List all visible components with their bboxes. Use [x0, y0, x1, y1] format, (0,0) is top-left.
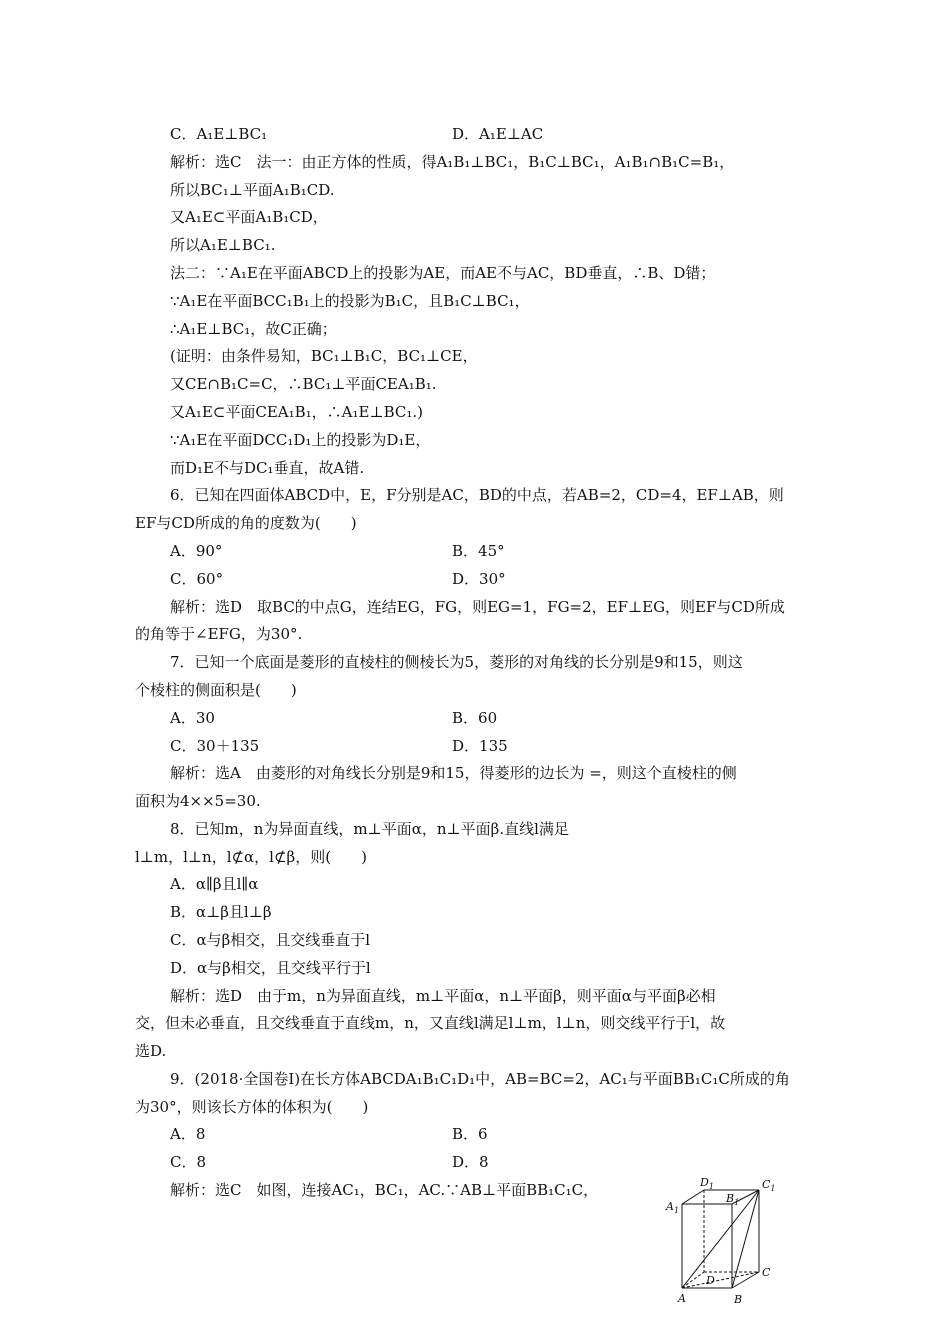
vertex-label-b: B	[734, 1293, 743, 1306]
vertex-label-a: A	[678, 1292, 686, 1305]
analysis-line: 选D.	[135, 1042, 167, 1060]
analysis-line: ∴A₁E⊥BC₁，故C正确；	[170, 320, 337, 338]
analysis-line: 的角等于∠EFG，为30°.	[135, 625, 303, 643]
option-a: A．α∥β且l∥α	[170, 875, 259, 893]
option-a: A．8	[170, 1125, 206, 1143]
option-c: C．8	[170, 1153, 207, 1171]
question-6: 6．已知在四面体ABCD中，E，F分别是AC，BD的中点，若AB=2，CD=4，EF⊥AB，则	[170, 486, 784, 504]
question-8-cont: l⊥m，l⊥n，l⊄α，l⊄β，则( )	[135, 848, 367, 866]
option-b: B．60	[452, 709, 498, 727]
analysis-line: 交，但未必垂直，且交线垂直于直线m，n，又直线l满足l⊥m，l⊥n，则交线平行于l，故	[135, 1014, 726, 1032]
analysis-line: 所以BC₁⊥平面A₁B₁CD.	[170, 181, 335, 199]
option-a: A．90°	[170, 542, 223, 560]
analysis-line: 而D₁E不与DC₁垂直，故A错.	[170, 459, 365, 477]
edge-a1-d1	[682, 1190, 704, 1204]
question-8: 8．已知m，n为异面直线，m⊥平面α，n⊥平面β.直线l满足	[170, 820, 569, 838]
option-b: B．α⊥β且l⊥β	[170, 903, 272, 921]
diagonal-ac1	[682, 1190, 759, 1288]
diagonal-ac	[682, 1272, 759, 1288]
analysis-line: ∵A₁E在平面BCC₁B₁上的投影为B₁C，且B₁C⊥BC₁，	[170, 292, 530, 310]
vertex-label-c: C	[762, 1266, 771, 1279]
analysis-line: 解析：选C 如图，连接AC₁，BC₁，AC.∵AB⊥平面BB₁C₁C，	[170, 1181, 599, 1199]
option-c: C．30＋135	[170, 737, 260, 755]
analysis-line: 法二：∵A₁E在平面ABCD上的投影为AE，而AE不与AC，BD垂直，∴B、D错；	[170, 264, 716, 282]
option-a: A．30	[170, 709, 215, 727]
vertex-label-a1: $A_1$	[666, 1200, 680, 1215]
analysis-line: 解析：选D 由于m，n为异面直线，m⊥平面α，n⊥平面β，则平面α与平面β必相	[170, 987, 716, 1005]
analysis-line: 又A₁E⊂平面A₁B₁CD，	[170, 208, 328, 226]
option-d: D．30°	[452, 570, 506, 588]
vertex-label-b1: $B_1$	[726, 1192, 740, 1207]
question-7: 7．已知一个底面是菱形的直棱柱的侧棱长为5，菱形的对角线的长分别是9和15，则这	[170, 653, 743, 671]
option-d: D．135	[452, 737, 508, 755]
cuboid-figure	[662, 1176, 797, 1314]
analysis-line: ∵A₁E在平面DCC₁D₁上的投影为D₁E，	[170, 431, 431, 449]
vertex-label-d: D	[706, 1274, 715, 1287]
analysis-line: 面积为4××5=30.	[135, 792, 261, 810]
option-b: B．6	[452, 1125, 488, 1143]
vertex-label-d1: $D_1$	[700, 1176, 714, 1191]
option-c: C．α与β相交，且交线垂直于l	[170, 931, 371, 949]
question-9: 9．(2018·全国卷Ⅰ)在长方体ABCDA₁B₁C₁D₁中，AB=BC=2，AC₁与平面BB₁C₁C所成的角	[170, 1070, 790, 1088]
option-d: D．α与β相交，且交线平行于l	[170, 959, 371, 977]
analysis-line: 解析：选A 由菱形的对角线长分别是9和15，得菱形的边长为 =，则这个直棱柱的侧	[170, 764, 737, 782]
option-d: D．8	[452, 1153, 489, 1171]
option-c: C．A₁E⊥BC₁	[170, 125, 268, 143]
option-c: C．60°	[170, 570, 224, 588]
option-d: D．A₁E⊥AC	[452, 125, 544, 143]
question-7-cont: 个棱柱的侧面积是( )	[135, 681, 297, 699]
vertex-label-c1: $C_1$	[762, 1178, 776, 1193]
analysis-line: 又CE∩B₁C=C，∴BC₁⊥平面CEA₁B₁.	[170, 375, 437, 393]
analysis-line: 又A₁E⊂平面CEA₁B₁，∴A₁E⊥BC₁.)	[170, 403, 423, 421]
cuboid-diagram	[662, 1176, 797, 1314]
analysis-line: 解析：选C 法一：由正方体的性质，得A₁B₁⊥BC₁，B₁C⊥BC₁，A₁B₁∩B₁C=B₁，	[170, 153, 735, 171]
option-b: B．45°	[452, 542, 505, 560]
analysis-line: (证明：由条件易知，BC₁⊥B₁C，BC₁⊥CE，	[170, 347, 478, 365]
question-6-cont: EF与CD所成的角的度数为( )	[135, 514, 357, 532]
question-9-cont: 为30°，则该长方体的体积为( )	[135, 1098, 369, 1116]
analysis-line: 解析：选D 取BC的中点G，连结EG，FG，则EG=1，FG=2，EF⊥EG，则EF与CD所成	[170, 598, 785, 616]
analysis-line: 所以A₁E⊥BC₁.	[170, 236, 276, 254]
